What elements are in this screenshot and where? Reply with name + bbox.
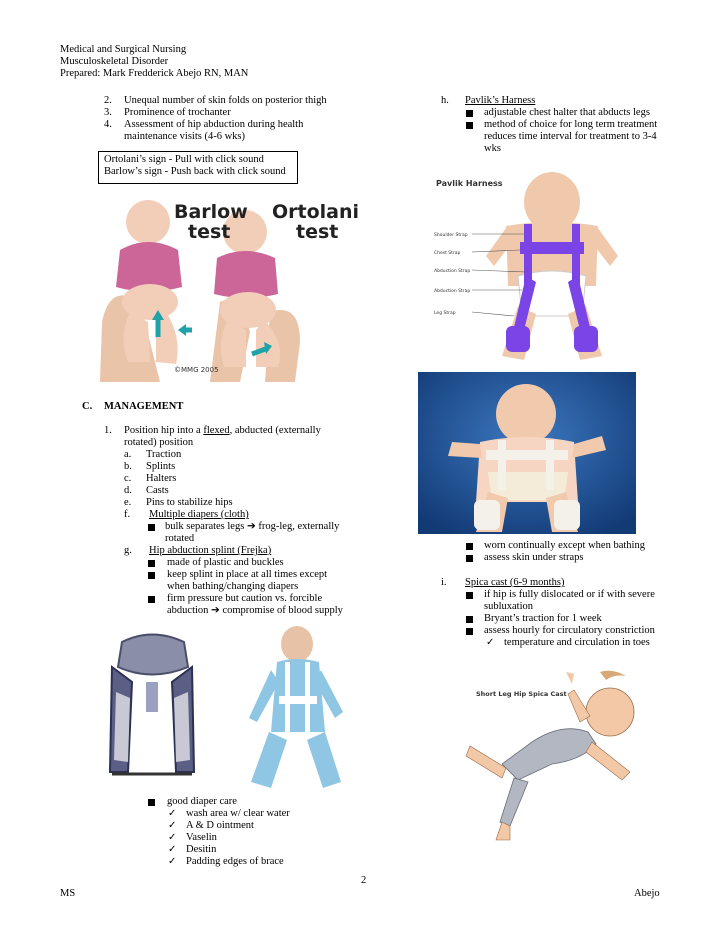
sub-text: Casts: [146, 485, 169, 496]
bullet-square-icon: [148, 523, 155, 535]
bullet-square-icon: [466, 121, 473, 133]
signs-box: [98, 151, 298, 184]
bullet-text-cont: rotated: [165, 533, 195, 544]
sub-letter: d.: [124, 485, 132, 496]
bullet-square-icon: [466, 627, 473, 639]
bullet-square-icon: [148, 595, 155, 607]
barlow-label: Barlow: [174, 201, 248, 223]
sub-letter: b.: [124, 461, 132, 472]
check-item: wash area w/ clear water: [186, 808, 290, 819]
item-number: 2.: [104, 95, 112, 106]
checkmark-icon: ✓: [168, 856, 177, 867]
sub-letter: c.: [124, 473, 132, 484]
check-item: A & D ointment: [186, 820, 254, 831]
checkmark-icon: ✓: [486, 637, 495, 648]
pavlik-harness-illustration: [432, 166, 632, 368]
footer-right: Abejo: [634, 888, 660, 899]
mgmt-item-text: Position hip into a flexed, abducted (externally: [124, 425, 321, 436]
item-text: Assessment of hip abduction during health: [124, 119, 304, 130]
sub-text: Hip abduction splint (Frejka): [149, 545, 272, 556]
section-title: Pavlik’s Harness: [465, 95, 536, 106]
checkmark-icon: ✓: [168, 832, 177, 843]
barlow-ortolani-illustration: [100, 192, 362, 382]
bullet-text: Bryant’s traction for 1 week: [484, 613, 602, 624]
check-item: Padding edges of brace: [186, 856, 284, 867]
sub-text: Halters: [146, 473, 177, 484]
sub-letter: a.: [124, 449, 132, 460]
bullet-text-cont: wks: [484, 143, 501, 154]
pavlik-harness-photo: [418, 372, 636, 534]
item-number: 4.: [104, 119, 112, 130]
bullet-square-icon: [466, 109, 473, 121]
check-item: Vaselin: [186, 832, 217, 843]
sub-letter: e.: [124, 497, 132, 508]
check-item: Desitin: [186, 844, 217, 855]
diaper-care-title: good diaper care: [167, 796, 237, 807]
ortolani-sub: test: [296, 221, 339, 243]
checkmark-icon: ✓: [168, 820, 177, 831]
item-text-continuation: maintenance visits (4-6 wks): [124, 131, 246, 142]
bullet-text: firm pressure but caution vs. forcible: [167, 593, 323, 604]
bullet-text-cont: when bathing/changing diapers: [167, 581, 299, 592]
item-number: 3.: [104, 107, 112, 118]
sub-letter: g.: [124, 545, 132, 556]
barlow-sub: test: [188, 221, 231, 243]
bullet-text: keep splint in place at all times except: [167, 569, 328, 580]
bullet-text: worn continually except when bathing: [484, 540, 645, 551]
mgmt-item-number: 1.: [104, 425, 112, 436]
harness-label: Abduction Strap: [434, 269, 471, 274]
harness-label: Abduction Strap: [434, 289, 471, 294]
mgmt-item-text-cont: rotated) position: [124, 437, 194, 448]
bullet-square-icon: [148, 559, 155, 571]
page-number: 2: [361, 875, 367, 886]
frejka-splint-image: [92, 622, 212, 792]
sub-text: Pins to stabilize hips: [146, 497, 233, 508]
barlow-sign: Barlow’s sign - Push back with click sound: [104, 166, 286, 177]
harness-label: Shoulder Strap: [434, 233, 468, 238]
header-line-1: Medical and Surgical Nursing: [60, 44, 187, 55]
header-line-2: Musculoskeletal Disorder: [60, 56, 169, 67]
item-text: Prominence of trochanter: [124, 107, 231, 118]
checkmark-icon: ✓: [168, 844, 177, 855]
bullet-square-icon: [148, 571, 155, 583]
harness-title: Pavlik Harness: [436, 179, 503, 188]
sub-letter: f.: [124, 509, 131, 520]
sub-text: Multiple diapers (cloth): [149, 509, 249, 520]
management-letter: C.: [82, 401, 93, 412]
check-item: temperature and circulation in toes: [504, 637, 650, 648]
management-title: MANAGEMENT: [104, 401, 184, 412]
bullet-square-icon: [148, 798, 155, 810]
sub-text: Splints: [146, 461, 176, 472]
bullet-text: adjustable chest halter that abducts legs: [484, 107, 650, 118]
bullet-text-cont: subluxation: [484, 601, 533, 612]
bullet-square-icon: [466, 542, 473, 554]
bullet-text: bulk separates legs ➔ frog-leg, externally: [165, 521, 340, 532]
baby-in-splint-photo: [241, 622, 351, 792]
bullet-square-icon: [466, 615, 473, 627]
bullet-text: made of plastic and buckles: [167, 557, 284, 568]
checkmark-icon: ✓: [168, 808, 177, 819]
spica-cast-illustration: [462, 664, 652, 846]
footer-left: MS: [60, 888, 76, 899]
section-letter: h.: [441, 95, 449, 106]
header-line-3: Prepared: Mark Fredderick Abejo RN, MAN: [60, 68, 249, 79]
bullet-square-icon: [466, 554, 473, 566]
item-text: Unequal number of skin folds on posterior thigh: [124, 95, 327, 106]
ortolani-label: Ortolani: [272, 201, 360, 223]
bullet-text-cont: abduction ➔ compromise of blood supply: [167, 605, 343, 616]
bullet-square-icon: [466, 591, 473, 603]
section-title: Spica cast (6-9 months): [465, 577, 565, 588]
section-letter: i.: [441, 577, 447, 588]
bullet-text: method of choice for long term treatment: [484, 119, 658, 130]
sub-text: Traction: [146, 449, 182, 460]
image-credit: ©MMG 2005: [174, 366, 219, 374]
bullet-text-cont: reduces time interval for treatment to 3-4: [484, 131, 657, 142]
ortolani-sign: Ortolani’s sign - Pull with click sound: [104, 154, 264, 165]
bullet-text: assess skin under straps: [484, 552, 584, 563]
spica-label: Short Leg Hip Spica Cast: [476, 690, 567, 698]
harness-label: Leg Strap: [434, 311, 456, 316]
harness-label: Chest Strap: [434, 251, 461, 256]
bullet-text: if hip is fully dislocated or if with severe: [484, 589, 655, 600]
bullet-text: assess hourly for circulatory constriction: [484, 625, 655, 636]
